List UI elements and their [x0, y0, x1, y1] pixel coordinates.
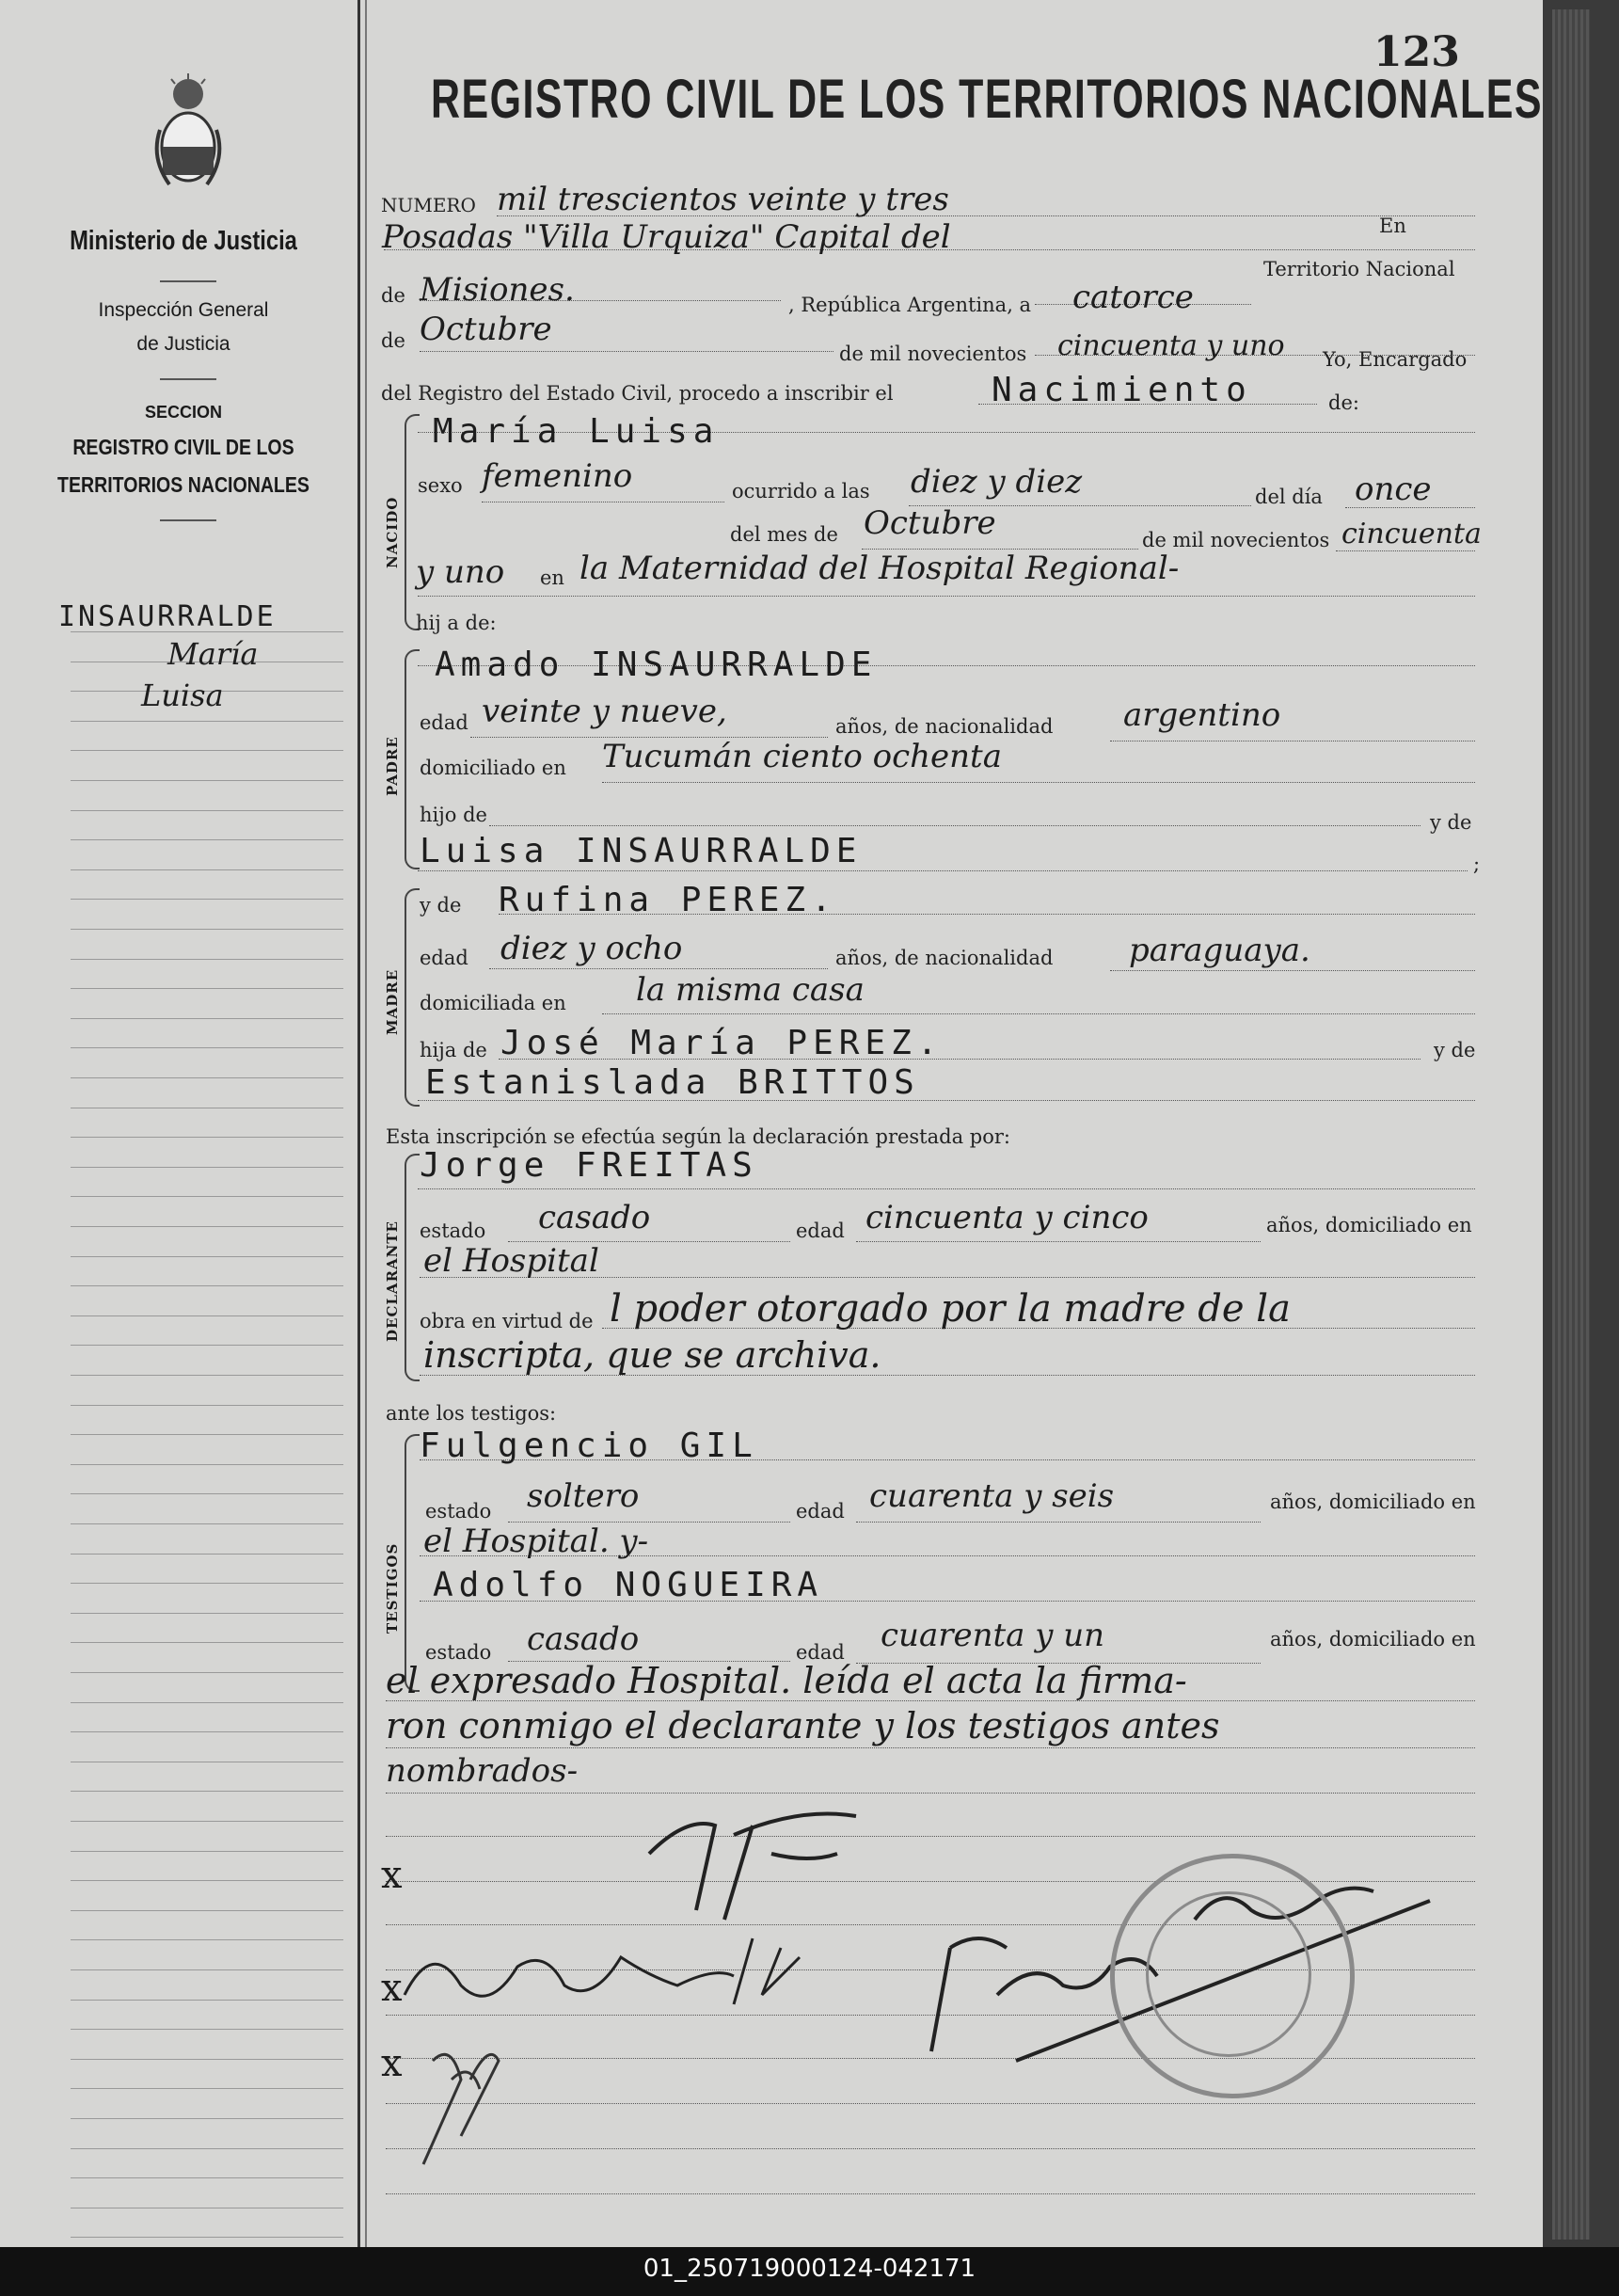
nacido-bracket [405, 414, 420, 630]
ruled-line [71, 1909, 343, 1911]
ruled-line [71, 1999, 343, 2001]
de2-label: de: [1328, 391, 1359, 414]
ruled-line [71, 1641, 343, 1643]
testigo1-estado-label: estado [425, 1500, 492, 1523]
padre-nacionalidad-value: argentino [1123, 696, 1281, 734]
padre-domicilio-label: domiciliado en [420, 757, 566, 779]
ruled-line [71, 1404, 343, 1406]
inspection-line2: de Justicia [136, 333, 230, 355]
testigo1-edad-label: edad [796, 1500, 845, 1523]
sexo-value: femenino [482, 457, 633, 495]
ruled-line [71, 1046, 343, 1048]
ruled-line [71, 1938, 343, 1940]
ruled-line [71, 1820, 343, 1822]
madre-bracket [405, 888, 420, 1107]
ruled-line [71, 1315, 343, 1316]
testigo-gil-signature-icon [376, 1920, 865, 2033]
ruled-line [71, 838, 343, 840]
madre-mother-value: Estanislada BRITTOS [425, 1063, 920, 1102]
ruled-line [71, 1225, 343, 1227]
ruled-line [71, 2176, 343, 2178]
ruled-line [71, 2207, 343, 2208]
madre-section-label: MADRE [384, 968, 401, 1035]
ruled-line [71, 1850, 343, 1852]
hora-value: diez y diez [911, 463, 1083, 501]
ruled-line [71, 1879, 343, 1881]
yo-label: Yo, Encargado [1323, 348, 1468, 371]
ministry-label: Ministerio de Justicia [70, 226, 297, 256]
testigo2-edad-value: cuarenta y un [881, 1617, 1105, 1654]
padre-section-label: PADRE [384, 736, 401, 796]
ruled-line [71, 2028, 343, 2030]
year-value: cincuenta y uno [1057, 329, 1285, 362]
coat-of-arms-icon [151, 73, 226, 196]
sexo-label: sexo [418, 474, 463, 497]
nacido-name: María Luisa [433, 412, 720, 451]
ruled-line [71, 1790, 343, 1792]
form-line [386, 1792, 1475, 1794]
ruled-line [71, 1701, 343, 1703]
madre-y-de-label: y de [420, 894, 462, 917]
form-line [489, 824, 1421, 826]
ruled-line [71, 1433, 343, 1435]
ruled-line [71, 1671, 343, 1673]
ruled-line [71, 779, 343, 781]
sidebar-divider [357, 0, 360, 2247]
divider [160, 280, 216, 282]
testigo2-edad-label: edad [796, 1641, 845, 1664]
signature-mark-2: x [381, 1967, 403, 2010]
form-line [418, 595, 1475, 597]
testigo2-estado-label: estado [425, 1641, 492, 1664]
ruled-line [71, 987, 343, 989]
declarante-estado-value: casado [538, 1199, 651, 1236]
registro-label: del Registro del Estado Civil, procedo a inscribir el [381, 382, 894, 405]
obra-label: obra en virtud de [420, 1310, 594, 1332]
padre-name: Amado INSAURRALDE [435, 646, 878, 684]
place-value: Posadas "Villa Urquiza" Capital del [382, 218, 951, 256]
ruled-line [71, 2117, 343, 2119]
numero-value: mil trescientos veinte y tres [497, 181, 949, 218]
obra-value: l poder otorgado por la madre de la [610, 1287, 1291, 1331]
divider [160, 519, 216, 521]
declarante-estado-label: estado [420, 1220, 486, 1242]
madre-edad-value: diez y ocho [500, 930, 683, 967]
ruled-line [71, 1017, 343, 1019]
declaracion-label: Esta inscripción se efectúa según la declaración prestada por: [386, 1125, 1010, 1148]
form-line [386, 1835, 1475, 1837]
day-value: catorce [1072, 279, 1194, 316]
closing-line2: nombrados- [386, 1752, 579, 1790]
padre-parent-value: Luisa INSAURRALDE [420, 832, 863, 870]
de-mil-label-2: de mil novecientos [1142, 529, 1330, 551]
ruled-line [71, 1255, 343, 1257]
testigo1-domicilio-value: el Hospital. y- [423, 1523, 649, 1560]
ruled-line [71, 1136, 343, 1138]
form-line [386, 1746, 1475, 1748]
ruled-line [71, 2236, 343, 2238]
declarante-signature-icon [583, 1797, 922, 1929]
nogueira-signature-icon [395, 2023, 564, 2192]
testigo1-edad-value: cuarenta y seis [869, 1477, 1115, 1515]
ruled-line [71, 1107, 343, 1108]
madre-father-value: José María PEREZ. [500, 1024, 944, 1062]
margin-name1: María [167, 636, 259, 672]
madre-domicilio-value: la misma casa [636, 971, 865, 1009]
del-mes-label: del mes de [730, 523, 838, 546]
margin-surname: INSAURRALDE [58, 600, 277, 633]
hijo-label: hij a de: [416, 612, 497, 634]
ruled-line [71, 1284, 343, 1286]
mes-value: Octubre [864, 504, 996, 542]
madre-y-de2-label: y de [1434, 1039, 1476, 1061]
madre-nacionalidad-value: paraguaya. [1129, 932, 1310, 969]
testigo2-estado-value: casado [527, 1620, 640, 1658]
section-line2: TERRITORIOS NACIONALES [57, 472, 310, 497]
form-line [1110, 740, 1475, 741]
lugar-value: la Maternidad del Hospital Regional- [579, 550, 1180, 587]
form-line [602, 781, 1475, 783]
footer-filename: 01_250719000124-042171 [643, 2255, 976, 2283]
padre-edad-value: veinte y nueve, [482, 693, 727, 730]
padre-semicolon: ; [1473, 853, 1481, 875]
ruled-line [71, 1730, 343, 1732]
form-line [386, 2192, 1475, 2194]
ruled-line [71, 1195, 343, 1197]
testigo1-estado-value: soltero [527, 1477, 640, 1515]
form-line [856, 1240, 1261, 1242]
form-line [418, 1188, 1475, 1189]
madre-anios-label: años, de nacionalidad [835, 947, 1054, 969]
testigos-bracket [405, 1434, 420, 1692]
month-value: Octubre [420, 311, 552, 348]
ruled-line [71, 809, 343, 811]
ruled-line [71, 2058, 343, 2060]
form-line [856, 1521, 1261, 1523]
numero-label: NUMERO [381, 194, 476, 216]
page-title: REGISTRO CIVIL DE LOS TERRITORIOS NACIONALES [431, 69, 1543, 130]
padre-hijo-de-label: hijo de [420, 804, 487, 826]
signature-mark-1: x [381, 1854, 403, 1897]
padre-domicilio-value: Tucumán ciento ochenta [602, 738, 1002, 775]
ruled-line [71, 1492, 343, 1494]
ruled-line [71, 1374, 343, 1376]
declarante-name: Jorge FREITAS [420, 1146, 758, 1185]
de-mil-label: de mil novecientos [839, 343, 1027, 365]
del-dia-label: del día [1255, 486, 1323, 508]
declarante-bracket [405, 1154, 420, 1381]
de-label: de [381, 284, 405, 307]
act-value: Nacimiento [992, 371, 1252, 409]
declarante-section-label: DECLARANTE [384, 1220, 401, 1342]
madre-hija-de-label: hija de [420, 1039, 487, 1061]
declarante-domicilio-label: años, domiciliado en [1266, 1214, 1472, 1236]
madre-name: Rufina PEREZ. [499, 881, 837, 919]
ruled-line [71, 1612, 343, 1614]
ruled-line [71, 1523, 343, 1524]
divider [160, 378, 216, 380]
obra-value-2: inscripta, que se archiva. [423, 1334, 881, 1376]
declarante-edad-label: edad [796, 1220, 845, 1242]
testigos-section-label: TESTIGOS [384, 1542, 401, 1634]
ruled-line [71, 898, 343, 900]
ruled-line [71, 1582, 343, 1584]
republica-label: , República Argentina, a [788, 294, 1032, 316]
inspection-line1: Inspección General [98, 299, 269, 321]
madre-domicilio-label: domiciliada en [420, 992, 566, 1014]
nacido-section-label: NACIDO [384, 496, 401, 568]
section-label: SECCION [144, 403, 222, 422]
ruled-line [71, 1553, 343, 1555]
ruled-line [71, 720, 343, 722]
testigo2-domicilio-value: el expresado Hospital. leída el acta la firma- [386, 1660, 1187, 1701]
ruled-line [71, 958, 343, 960]
padre-y-de-label: y de [1430, 811, 1472, 834]
ruled-line [71, 1076, 343, 1078]
form-line [489, 967, 828, 969]
signature-mark-3: x [381, 2042, 403, 2085]
ruled-line [71, 1166, 343, 1168]
official-stamp-inner [1146, 1891, 1311, 2057]
ruled-line [71, 869, 343, 870]
en-label: En [1379, 215, 1406, 237]
ruled-line [71, 1344, 343, 1346]
dia-value: once [1355, 470, 1432, 508]
form-line [482, 501, 724, 502]
form-line [420, 350, 833, 352]
de-label-2: de [381, 329, 405, 352]
anio-value-b: y uno [416, 553, 505, 591]
en-label-2: en [540, 566, 564, 589]
testigo2-domicilio-label: años, domiciliado en [1270, 1628, 1476, 1650]
padre-edad-label: edad [420, 711, 468, 734]
ruled-line [71, 749, 343, 751]
ruled-line [71, 928, 343, 930]
madre-edad-label: edad [420, 947, 468, 969]
testigo2-name: Adolfo NOGUEIRA [433, 1566, 824, 1604]
ruled-line [71, 1969, 343, 1970]
ruled-line [71, 1463, 343, 1465]
ruled-line [71, 1761, 343, 1762]
declarante-edad-value: cincuenta y cinco [865, 1199, 1149, 1236]
testigos-label: ante los testigos: [386, 1402, 557, 1425]
form-line [602, 1012, 1475, 1014]
territory-value: Misiones. [420, 271, 575, 309]
testigo1-name: Fulgencio GIL [420, 1427, 758, 1465]
form-line [1110, 969, 1475, 971]
padre-anios-label: años, de nacionalidad [835, 715, 1054, 738]
book-binding-texture [1552, 9, 1590, 2240]
ruled-line [71, 2147, 343, 2149]
anio-value-a: cincuenta [1341, 518, 1482, 550]
ruled-line [71, 2087, 343, 2089]
section-line1: REGISTRO CIVIL DE LOS [72, 435, 294, 459]
margin-name2: Luisa [141, 678, 224, 713]
ocurrido-label: ocurrido a las [732, 480, 870, 502]
sidebar-divider-2 [365, 0, 367, 2247]
testigo1-domicilio-label: años, domiciliado en [1270, 1491, 1476, 1513]
territorio-label: Territorio Nacional [1263, 258, 1455, 280]
closing-line1: ron conmigo el declarante y los testigos antes [386, 1705, 1220, 1746]
page-number: 123 [1373, 28, 1460, 76]
declarante-domicilio-value: el Hospital [423, 1242, 599, 1280]
padre-bracket [405, 649, 420, 869]
